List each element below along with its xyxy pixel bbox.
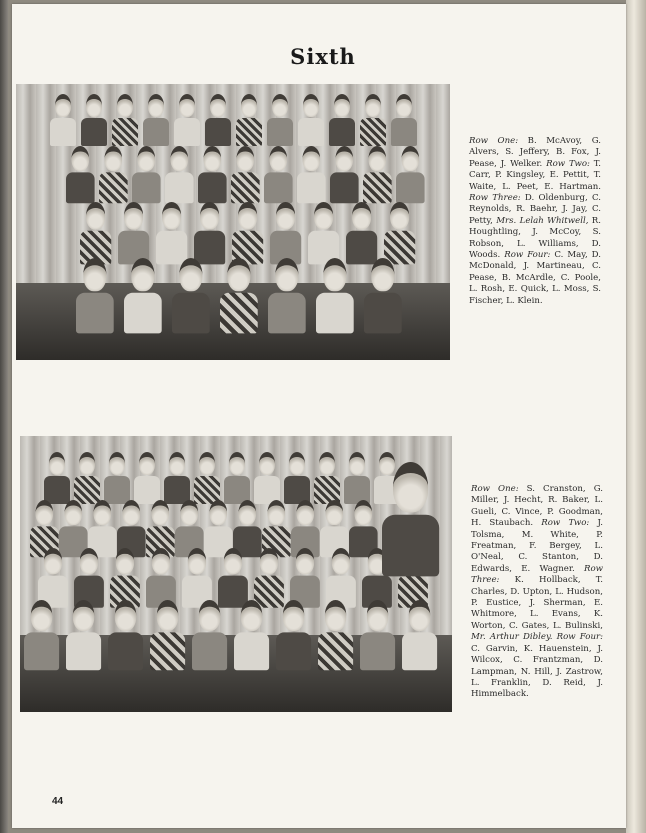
student-figure	[364, 258, 402, 333]
student-figure	[234, 600, 269, 670]
student-figure	[66, 600, 101, 670]
student-figure	[232, 202, 263, 264]
student-figure	[224, 452, 250, 504]
caption-segment: B. McAvoy, G. Alvers, S. Jeffery, B. Fox, J. Pease, J. Welker.	[469, 136, 601, 169]
caption-segment: Row Two:	[546, 158, 594, 169]
student-figure	[172, 258, 210, 333]
student-figure	[384, 202, 415, 264]
teacher-figure	[382, 462, 439, 576]
student-figure	[143, 94, 169, 146]
student-figure	[110, 548, 140, 608]
student-figure	[81, 94, 107, 146]
student-figure	[231, 146, 260, 203]
student-figure	[268, 258, 306, 333]
student-figure	[108, 600, 143, 670]
page-title: Sixth	[290, 44, 356, 69]
student-figure	[150, 600, 185, 670]
student-figure	[198, 146, 227, 203]
student-figure	[164, 452, 190, 504]
student-figure	[76, 258, 114, 333]
student-figure	[74, 548, 104, 608]
caption-segment: Row One:	[469, 136, 528, 146]
student-figure	[66, 146, 95, 203]
student-figure	[329, 94, 355, 146]
caption-segment: C. Garvin, K. Hauenstein, J. Wilcox, C. Frantzman, D. Lampman, N. Hill, J. Zastrow, L. Franklin, D. Reid, J. Himmelback.	[471, 643, 603, 700]
student-figure	[124, 258, 162, 333]
caption-segment: Row Two:	[541, 518, 598, 529]
student-figure	[360, 94, 386, 146]
student-figure	[267, 94, 293, 146]
student-figure	[344, 452, 370, 504]
caption-segment: Row Three:	[469, 193, 525, 204]
student-figure	[50, 94, 76, 146]
student-figure	[326, 548, 356, 608]
student-figure	[346, 202, 377, 264]
student-figure	[276, 600, 311, 670]
student-figure	[218, 548, 248, 608]
student-figure	[284, 452, 310, 504]
student-figure	[220, 258, 258, 333]
student-figure	[132, 146, 161, 203]
student-figure	[297, 146, 326, 203]
student-figure	[99, 146, 128, 203]
student-figure	[156, 202, 187, 264]
student-figure	[182, 548, 212, 608]
bottom-class-photo	[20, 436, 452, 712]
student-figure	[264, 146, 293, 203]
caption-segment: Row Three:	[471, 563, 603, 586]
student-figure	[360, 600, 395, 670]
bottom-photo-caption	[471, 484, 603, 701]
student-figure	[44, 452, 70, 504]
student-figure	[74, 452, 100, 504]
caption-segment: K. Hollback, T. Charles, D. Upton, L. Hudson, P. Eustice, J. Sherman, E. Whitmore, L. Evans, K. Worton, C. Gates, L. Bulinski,	[471, 575, 603, 631]
student-figure	[104, 452, 130, 504]
student-figure	[318, 600, 353, 670]
student-figure	[363, 146, 392, 203]
caption-segment: Row Four:	[504, 250, 555, 261]
student-figure	[24, 600, 59, 670]
student-figure	[112, 94, 138, 146]
student-figure	[80, 202, 111, 264]
student-figure	[254, 452, 280, 504]
top-photo-caption	[469, 136, 601, 307]
caption-segment: Mrs. Lelah Whitwell,	[496, 215, 592, 226]
student-figure	[174, 94, 200, 146]
student-figure	[194, 202, 225, 264]
student-figure	[134, 452, 160, 504]
student-figure	[290, 548, 320, 608]
student-figure	[270, 202, 301, 264]
student-figure	[308, 202, 339, 264]
student-figure	[146, 548, 176, 608]
top-class-photo	[16, 84, 450, 360]
student-figure	[236, 94, 262, 146]
book-spine	[0, 0, 8, 833]
caption-segment: D. Oldenburg, C. Reynolds, R. Baehr, J. Jay, C. Petty,	[469, 193, 602, 226]
page-edge	[626, 0, 646, 833]
student-figure	[205, 94, 231, 146]
caption-segment: Row One:	[471, 484, 527, 494]
caption-segment: J. Tolsma, M. White, P. Freatman, F. Bergey, L. O'Neal, C. Stanton, D. Edwards, E. Wagner.	[471, 518, 603, 574]
page-number: 44	[52, 796, 64, 807]
caption-segment: R. Houghtling, J. McCoy, S. Robson, L. Williams, D. Woods.	[469, 215, 601, 261]
student-figure	[314, 452, 340, 504]
student-figure	[402, 600, 437, 670]
student-figure	[316, 258, 354, 333]
caption-segment: Mr. Arthur Dibley.	[471, 632, 557, 643]
student-figure	[330, 146, 359, 203]
student-figure	[391, 94, 417, 146]
caption-segment: Row Four:	[556, 632, 603, 643]
caption-segment: C. May, D. McDonald, J. Martineau, C. Pease, B. McArdle, C. Poole, L. Rosh, E. Quick, L. Moss, S. Fischer, L. Klein.	[469, 250, 601, 306]
caption-segment: T. Carr, P. Kingsley, E. Pettit, T. Waite, L. Peet, E. Hartman.	[469, 158, 601, 192]
student-figure	[298, 94, 324, 146]
student-figure	[396, 146, 425, 203]
student-figure	[192, 600, 227, 670]
caption-segment: S. Cranston, G. Miller, J. Hecht, R. Baker, L. Gueli, C. Vince, P. Goodman, H. Staubach.	[471, 484, 603, 529]
student-figure	[118, 202, 149, 264]
student-figure	[194, 452, 220, 504]
student-figure	[254, 548, 284, 608]
student-figure	[165, 146, 194, 203]
student-figure	[38, 548, 68, 608]
